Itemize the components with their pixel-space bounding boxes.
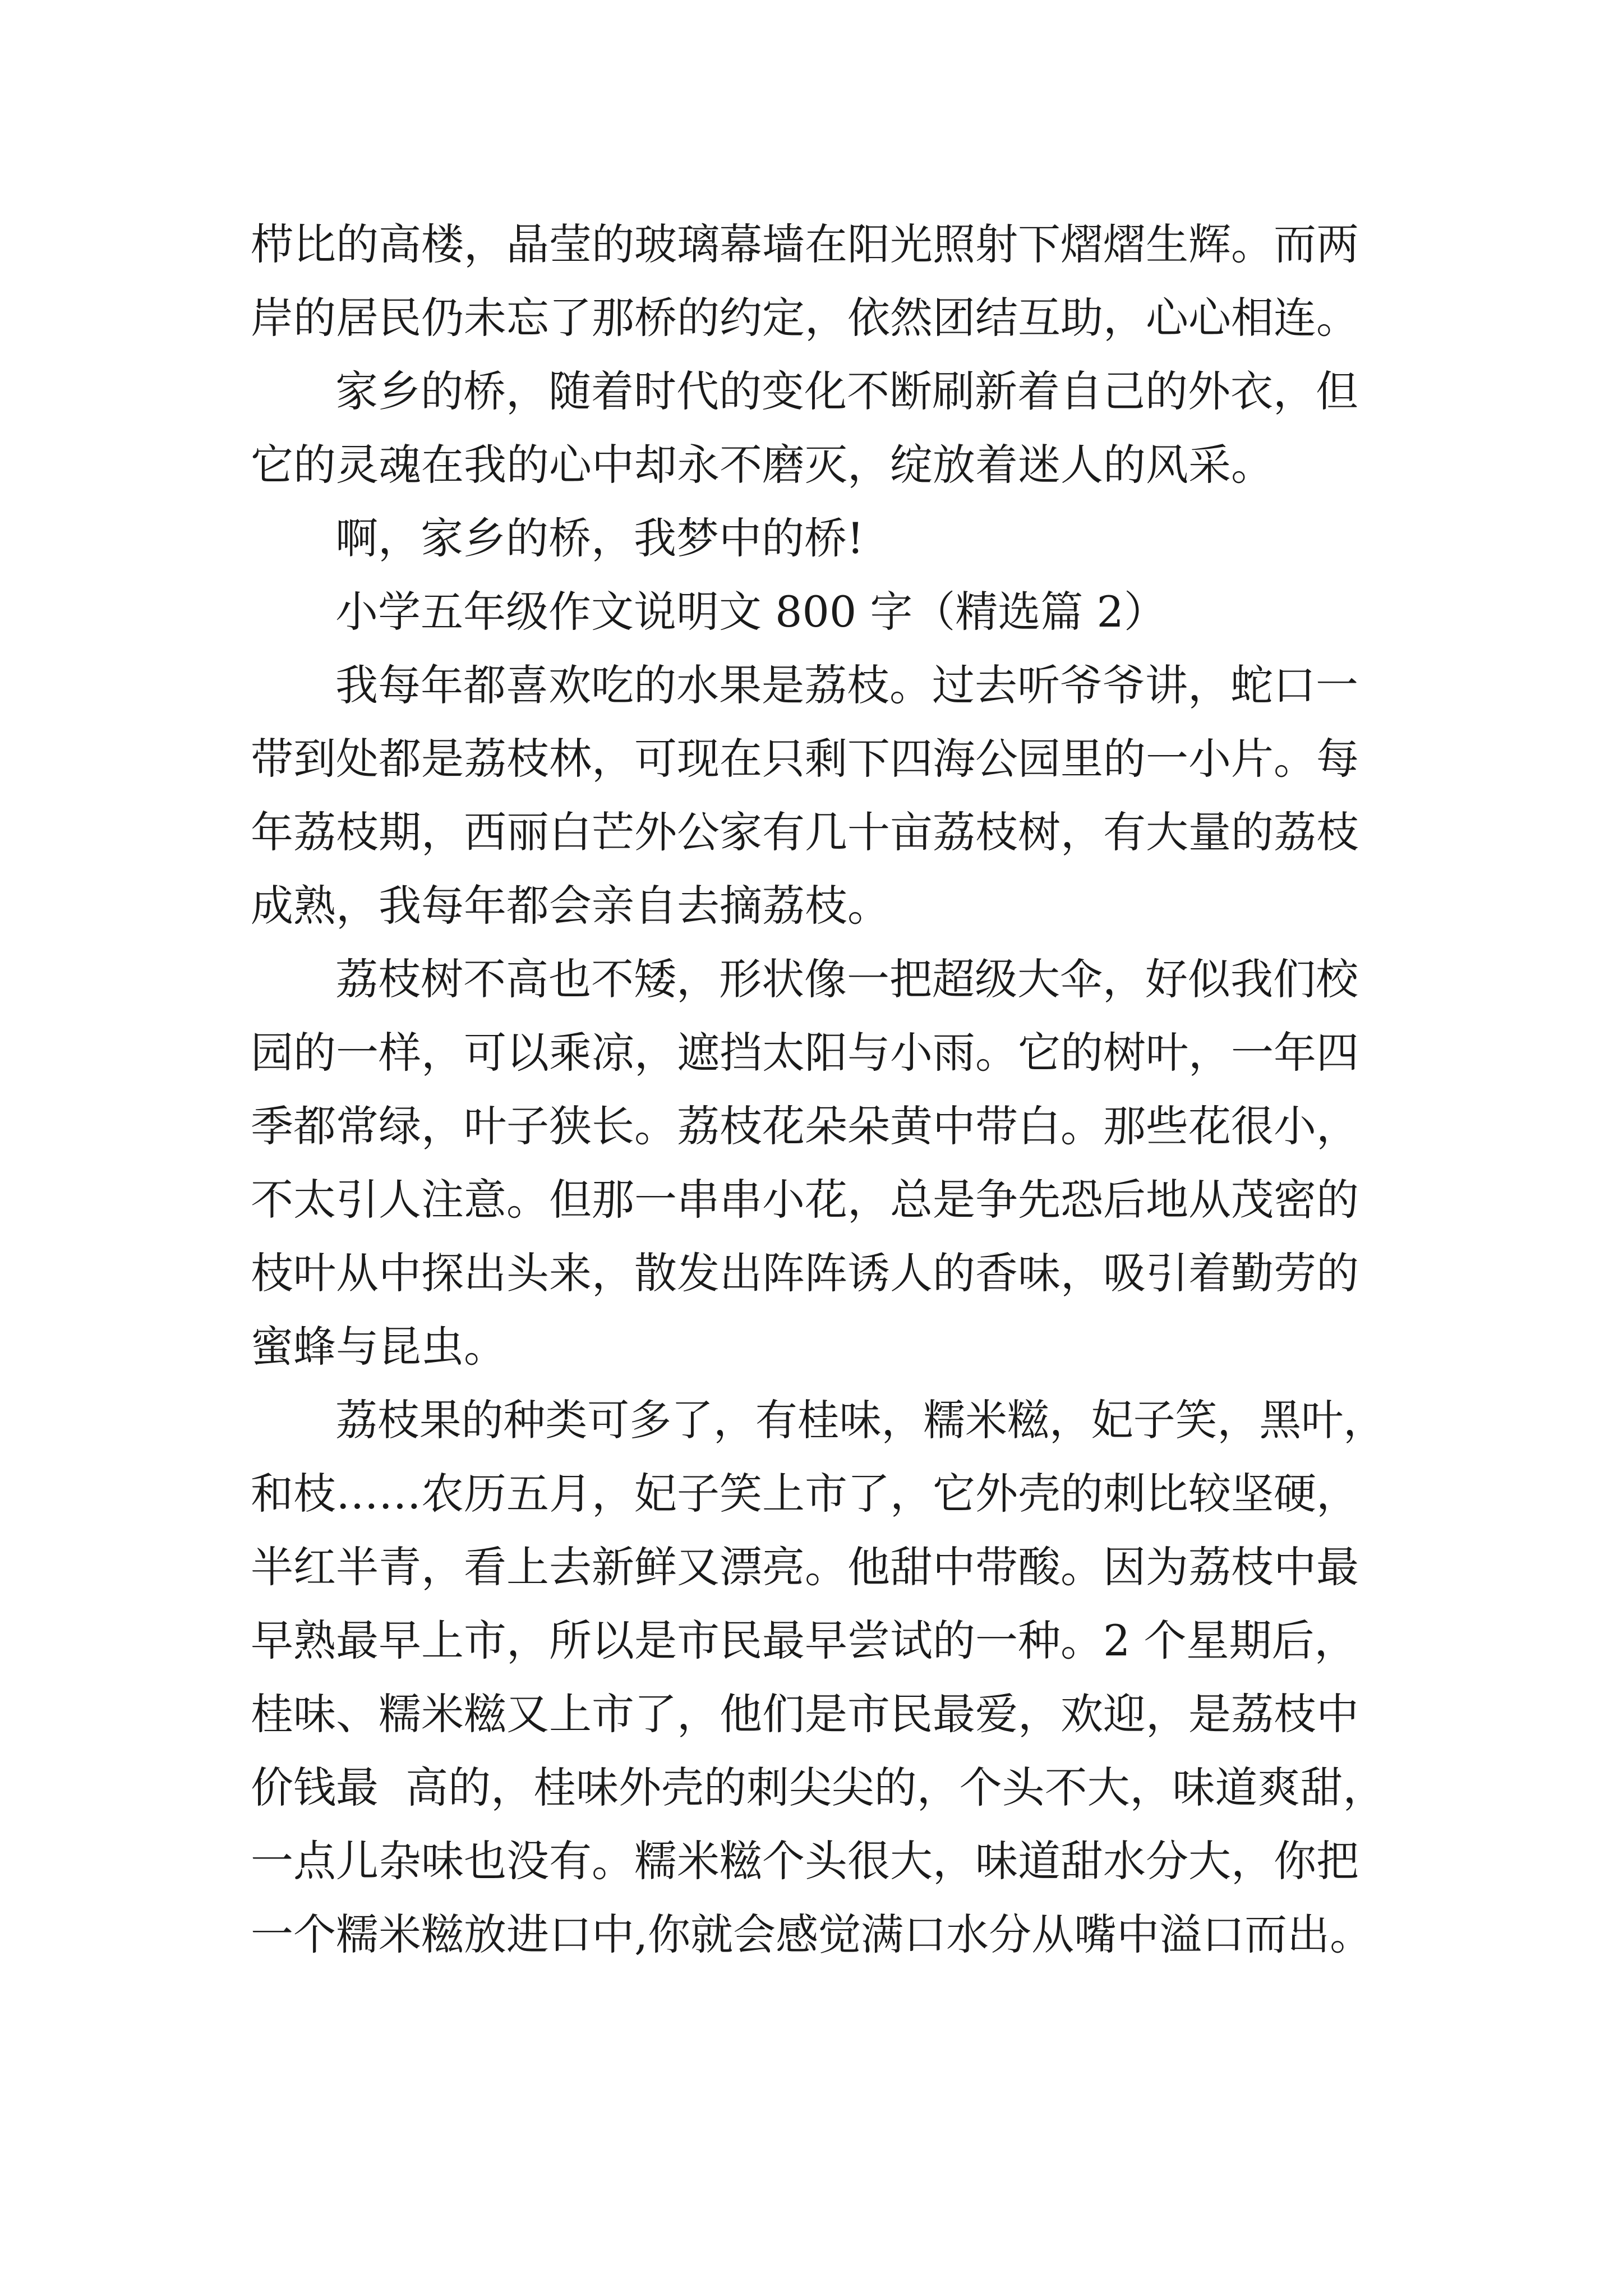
paragraph-start-line: 我每年都喜欢吃的水果是荔枝。过去听爷爷讲，蛇口一 (335, 660, 1358, 710)
paragraph-start-line: 荔枝果的种类可多了，有桂味，糯米糍，妃子笑，黑叶， (335, 1395, 1386, 1445)
paragraph-start-line: 荔枝树不高也不矮，形状像一把超级大伞，好似我们校 (335, 954, 1358, 1004)
text-line: 枝叶从中探出头来，散发出阵阵诱人的香味，吸引着勤劳的 (251, 1248, 1359, 1298)
text-line: 半红半青，看上去新鲜又漂亮。他甜中带酸。因为荔枝中最 (251, 1542, 1359, 1592)
text-line: 它的灵魂在我的心中却永不磨灭，绽放着迷人的风采。 (251, 440, 1274, 490)
text-line: 季都常绿，叶子狭长。荔枝花朵朵黄中带白。那些花很小， (251, 1101, 1359, 1151)
text-line: 桂味、糯米糍又上市了，他们是市民最爱，欢迎，是荔枝中 (251, 1689, 1359, 1739)
text-line: 岸的居民仍未忘了那桥的约定，依然团结互助，心心相连。 (251, 293, 1359, 343)
text-line: 带到处都是荔枝林，可现在只剩下四海公园里的一小片。每 (251, 734, 1359, 784)
text-line: 年荔枝期，西丽白芒外公家有几十亩荔枝树，有大量的荔枝 (251, 807, 1359, 857)
text-line: 蜜蜂与昆虫。 (251, 1322, 506, 1372)
text-line: 成熟，我每年都会亲自去摘荔枝。 (251, 881, 890, 931)
text-line: 栉比的高楼，晶莹的玻璃幕墙在阳光照射下熠熠生辉。而两 (251, 219, 1359, 269)
paragraph-start-line: 家乡的桥，随着时代的变化不断刷新着自己的外衣，但 (335, 366, 1358, 416)
text-line: 园的一样，可以乘凉，遮挡太阳与小雨。它的树叶，一年四 (251, 1028, 1359, 1078)
text-line: 价钱最 高的，桂味外壳的刺尖尖的，个头不大，味道爽甜， (251, 1763, 1386, 1812)
paragraph-start-line: 啊，家乡的桥，我梦中的桥! (335, 513, 864, 563)
text-line: 一点儿杂味也没有。糯米糍个头很大，味道甜水分大，你把 (251, 1836, 1359, 1886)
text-line: 早熟最早上市，所以是市民最早尝试的一种。2 个星期后， (251, 1616, 1357, 1665)
text-line: 一个糯米糍放进口中,你就会感觉满口水分从嘴中溢口而出。 (251, 1910, 1373, 1959)
section-title: 小学五年级作文说明文 800 字（精选篇 2） (335, 587, 1166, 637)
text-line: 和枝……农历五月，妃子笑上市了，它外壳的刺比较坚硬， (251, 1469, 1359, 1519)
text-line: 不太引人注意。但那一串串小花，总是争先恐后地从茂密的 (251, 1175, 1359, 1225)
